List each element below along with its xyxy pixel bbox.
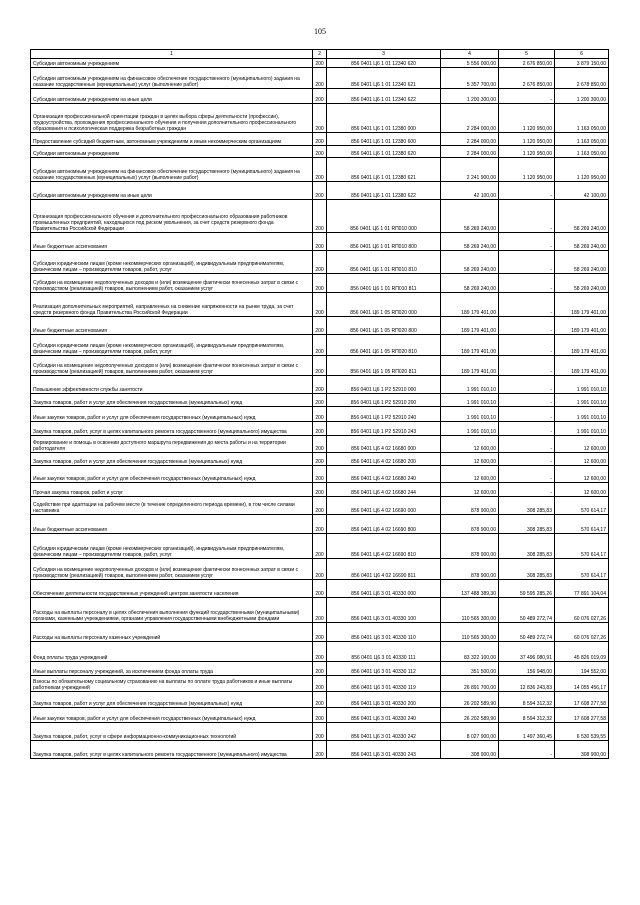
row-executed-amount: 8 594 312,32 — [499, 708, 555, 723]
row-classification-code: 856 0401 Ц6 3 01 40330 243 — [327, 741, 441, 759]
row-code: 200 — [313, 407, 327, 422]
row-classification-code: 856 0401 Ц6 3 01 40330 100 — [327, 598, 441, 623]
row-remaining-amount: 1 163 050,00 — [555, 133, 609, 146]
row-remaining-amount: 12 600,00 — [555, 436, 609, 453]
table-row — [31, 293, 609, 317]
table-row — [31, 708, 609, 723]
row-classification-code: 856 0401 Ц6 1 01 12380 621 — [327, 158, 441, 182]
row-code: 200 — [313, 376, 327, 394]
row-name: Повышение эффективности службы занятости — [31, 376, 313, 394]
row-classification-code: 856 0401 Ц6 1 P2 52910 200 — [327, 394, 441, 407]
row-executed-amount: 308 285,83 — [499, 497, 555, 515]
row-remaining-amount: 77 891 104,04 — [555, 580, 609, 598]
row-approved-amount: 83 322 100,00 — [441, 642, 499, 662]
table-row — [31, 497, 609, 515]
row-classification-code: 856 0401 Ц6 3 01 40330 111 — [327, 642, 441, 662]
column-header: 3 — [327, 50, 441, 59]
row-remaining-amount: 570 614,17 — [555, 515, 609, 534]
row-name: Субсидии на возмещение недополученных доходов и (или) возмещение фактически понесенных затрат в связи с производством (реализацией) товаров, выполнением работ, оказанием услуг — [31, 274, 313, 293]
row-executed-amount: 2 676 850,00 — [499, 68, 555, 89]
row-name: Фонд оплаты труда учреждений — [31, 642, 313, 662]
row-approved-amount: 2 284 000,00 — [441, 133, 499, 146]
row-code: 200 — [313, 233, 327, 251]
row-executed-amount: - — [499, 436, 555, 453]
row-executed-amount: 308 285,83 — [499, 559, 555, 580]
row-remaining-amount: 2 678 850,00 — [555, 68, 609, 89]
row-approved-amount: 1 991 010,10 — [441, 394, 499, 407]
row-classification-code: 856 0401 Ц6 4 02 16680 240 — [327, 466, 441, 483]
row-code: 200 — [313, 515, 327, 534]
row-name: Закупка товаров, работ, услуг в целях капитального ремонта государственного (муниципального) имущества — [31, 422, 313, 436]
column-header: 5 — [499, 50, 555, 59]
row-classification-code: 856 0401 Ц6 1 01 12340 620 — [327, 59, 441, 68]
table-row — [31, 723, 609, 741]
row-remaining-amount: 17 608 277,58 — [555, 708, 609, 723]
table-row — [31, 376, 609, 394]
row-code: 200 — [313, 580, 327, 598]
row-code: 200 — [313, 356, 327, 376]
row-remaining-amount: 12 600,00 — [555, 466, 609, 483]
row-code: 200 — [313, 598, 327, 623]
table-row — [31, 580, 609, 598]
row-executed-amount: 8 594 312,32 — [499, 692, 555, 708]
row-code: 200 — [313, 274, 327, 293]
row-classification-code: 856 0401 Ц6 1 01 12340 622 — [327, 89, 441, 104]
row-code: 200 — [313, 466, 327, 483]
row-approved-amount: 58 269 240,00 — [441, 233, 499, 251]
row-executed-amount: 1 497 360,45 — [499, 723, 555, 741]
row-approved-amount: 5 556 000,00 — [441, 59, 499, 68]
row-classification-code: 856 0401 Ц6 1 01 12380 620 — [327, 146, 441, 158]
row-approved-amount: 878 900,00 — [441, 515, 499, 534]
row-approved-amount: 2 284 000,00 — [441, 146, 499, 158]
row-code: 200 — [313, 182, 327, 200]
row-executed-amount: - — [499, 422, 555, 436]
row-name: Субсидии юридическим лицам (кроме некоммерческих организаций), индивидуальным предпринимателям, физическим лицам – производителям товаров, работ, услуг — [31, 251, 313, 274]
row-classification-code: 856 0401 Ц6 4 02 16680 000 — [327, 436, 441, 453]
row-name: Иные бюджетные ассигнования — [31, 515, 313, 534]
table-row — [31, 741, 609, 759]
table-row — [31, 274, 609, 293]
row-name: Иные выплаты персоналу учреждений, за исключением фонда оплаты труда — [31, 662, 313, 676]
row-name: Формирование и помощь в освоении доступного маршрута передвижения до места работы и на территории работодателя — [31, 436, 313, 453]
row-code: 200 — [313, 534, 327, 559]
row-executed-amount: 308 285,83 — [499, 534, 555, 559]
row-remaining-amount: 14 055 456,17 — [555, 676, 609, 692]
row-executed-amount: - — [499, 89, 555, 104]
row-classification-code: 856 0401 Ц6 3 01 40330 110 — [327, 623, 441, 642]
row-classification-code: 856 0401 Ц6 4 02 16680 200 — [327, 453, 441, 466]
table-row — [31, 559, 609, 580]
row-remaining-amount: 189 179 401,00 — [555, 335, 609, 356]
table-row — [31, 436, 609, 453]
row-name: Субсидии автономным учреждениям на финансовое обеспечение государственного (муниципального) задания на оказание государственных (муниципальных) услуг (выполнение работ) — [31, 68, 313, 89]
row-remaining-amount: 1 120 950,00 — [555, 158, 609, 182]
row-name: Расходы на выплаты персоналу казенных учреждений — [31, 623, 313, 642]
row-classification-code: 856 0401 Ц6 4 02 16690 811 — [327, 559, 441, 580]
table-row — [31, 534, 609, 559]
row-executed-amount: - — [499, 200, 555, 233]
row-name: Прочая закупка товаров, работ и услуг — [31, 483, 313, 497]
row-classification-code: 856 0401 Ц6 1 01 12340 621 — [327, 68, 441, 89]
row-executed-amount: - — [499, 293, 555, 317]
table-row — [31, 200, 609, 233]
row-remaining-amount: 12 600,00 — [555, 453, 609, 466]
row-name: Субсидии автономным учреждениям — [31, 146, 313, 158]
row-name: Содействие при адаптации на рабочем месте (в течение определенного периода времени), в том числе силами наставника — [31, 497, 313, 515]
row-remaining-amount: 58 269 240,00 — [555, 200, 609, 233]
table-row — [31, 623, 609, 642]
column-header: 4 — [441, 50, 499, 59]
table-row — [31, 394, 609, 407]
row-name: Субсидии на возмещение недополученных доходов и (или) возмещение фактически понесенных затрат в связи с производством (реализацией) товаров, выполнением работ, оказанием услуг — [31, 559, 313, 580]
table-body — [31, 59, 609, 759]
row-classification-code: 856 0401 Ц6 1 01 RП010 000 — [327, 200, 441, 233]
row-classification-code: 856 0401 Ц6 1 01 RП010 810 — [327, 251, 441, 274]
row-code: 200 — [313, 559, 327, 580]
row-code: 200 — [313, 676, 327, 692]
row-approved-amount: 12 600,00 — [441, 453, 499, 466]
row-name: Обеспечение деятельности государственных учреждений центров занятости населения — [31, 580, 313, 598]
row-code: 200 — [313, 483, 327, 497]
row-classification-code: 856 0401 Ц6 1 01 RП010 800 — [327, 233, 441, 251]
row-classification-code: 856 0401 Ц6 1 05 RП020 810 — [327, 335, 441, 356]
row-remaining-amount: 189 179 401,00 — [555, 293, 609, 317]
table-row — [31, 251, 609, 274]
row-executed-amount: - — [499, 407, 555, 422]
row-name: Субсидии автономным учреждениям на финансовое обеспечение государственного (муниципального) задания на оказание государственных (муниципальных) услуг (выполнение работ) — [31, 158, 313, 182]
row-remaining-amount: 570 614,17 — [555, 497, 609, 515]
row-executed-amount: - — [499, 394, 555, 407]
row-code: 200 — [313, 200, 327, 233]
row-approved-amount: 351 500,00 — [441, 662, 499, 676]
table-row — [31, 483, 609, 497]
row-executed-amount: 156 948,00 — [499, 662, 555, 676]
row-code: 200 — [313, 394, 327, 407]
table-row — [31, 335, 609, 356]
row-name: Иные бюджетные ассигнования — [31, 317, 313, 335]
row-classification-code: 856 0401 Ц6 1 05 RП020 000 — [327, 293, 441, 317]
row-approved-amount: 58 269 240,00 — [441, 251, 499, 274]
budget-table — [30, 49, 609, 759]
row-approved-amount: 110 565 300,00 — [441, 598, 499, 623]
row-code: 200 — [313, 662, 327, 676]
row-executed-amount: - — [499, 483, 555, 497]
row-approved-amount: 1 991 010,10 — [441, 407, 499, 422]
row-code: 200 — [313, 293, 327, 317]
table-row — [31, 692, 609, 708]
row-code: 200 — [313, 436, 327, 453]
table-row — [31, 68, 609, 89]
row-approved-amount: 58 269 240,00 — [441, 274, 499, 293]
row-approved-amount: 137 488 389,30 — [441, 580, 499, 598]
row-executed-amount: - — [499, 233, 555, 251]
row-code: 200 — [313, 708, 327, 723]
row-remaining-amount: 6 530 539,55 — [555, 723, 609, 741]
row-name: Реализация дополнительных мероприятий, направленных на снижение напряженности на рынке труда, за счет средств резервного фонда Правительства Российской Федерации — [31, 293, 313, 317]
table-row — [31, 146, 609, 158]
row-executed-amount: 50 489 272,74 — [499, 598, 555, 623]
row-remaining-amount: 42 100,00 — [555, 182, 609, 200]
row-remaining-amount: 1 991 010,10 — [555, 422, 609, 436]
table-row — [31, 642, 609, 662]
row-code: 200 — [313, 422, 327, 436]
row-approved-amount: 1 991 010,10 — [441, 422, 499, 436]
row-executed-amount: - — [499, 376, 555, 394]
row-name: Субсидии юридическим лицам (кроме некоммерческих организаций), индивидуальным предпринимателям, физическим лицам – производителям товаров, работ, услуг — [31, 335, 313, 356]
row-code: 200 — [313, 741, 327, 759]
row-remaining-amount: 570 614,17 — [555, 534, 609, 559]
row-approved-amount: 8 027 900,00 — [441, 723, 499, 741]
row-approved-amount: 189 179 401,00 — [441, 293, 499, 317]
table-row — [31, 466, 609, 483]
row-classification-code: 856 0401 Ц6 1 05 RП020 800 — [327, 317, 441, 335]
row-approved-amount: 1 991 010,10 — [441, 376, 499, 394]
row-classification-code: 856 0401 Ц6 1 P2 52910 000 — [327, 376, 441, 394]
row-code: 200 — [313, 642, 327, 662]
row-code: 200 — [313, 317, 327, 335]
row-code: 200 — [313, 453, 327, 466]
row-approved-amount: 5 357 700,00 — [441, 68, 499, 89]
row-name: Закупка товаров, работ, услуг в сфере информационно-коммуникационных технологий — [31, 723, 313, 741]
row-executed-amount: 37 496 080,91 — [499, 642, 555, 662]
row-remaining-amount: 1 200 300,00 — [555, 89, 609, 104]
row-code: 200 — [313, 723, 327, 741]
row-approved-amount: 878 900,00 — [441, 559, 499, 580]
row-classification-code: 856 0401 Ц6 3 01 40330 112 — [327, 662, 441, 676]
row-remaining-amount: 1 991 010,10 — [555, 394, 609, 407]
row-name: Организация профессиональной ориентации граждан в целях выбора сферы деятельности (профессии), трудоустройства, прохождения профессионального обучения и получения дополнительного профессионального образования и психологическая поддержка безработных граждан — [31, 104, 313, 133]
table-header-row — [31, 50, 609, 59]
row-executed-amount: - — [499, 741, 555, 759]
row-name: Закупка товаров, работ и услуг для обеспечения государственных (муниципальных) нужд — [31, 394, 313, 407]
row-classification-code: 856 0401 Ц6 4 02 16690 800 — [327, 515, 441, 534]
row-code: 200 — [313, 133, 327, 146]
row-executed-amount: - — [499, 182, 555, 200]
row-classification-code: 856 0401 Ц6 1 01 12380 600 — [327, 133, 441, 146]
row-classification-code: 856 0401 Ц6 3 01 40330 240 — [327, 708, 441, 723]
row-classification-code: 856 0401 Ц6 1 05 RП020 811 — [327, 356, 441, 376]
row-executed-amount: 12 836 243,83 — [499, 676, 555, 692]
row-approved-amount: 26 202 589,90 — [441, 692, 499, 708]
row-executed-amount: 1 120 950,00 — [499, 104, 555, 133]
row-code: 200 — [313, 68, 327, 89]
row-remaining-amount: 3 879 150,00 — [555, 59, 609, 68]
row-approved-amount: 189 179 401,00 — [441, 335, 499, 356]
table-row — [31, 356, 609, 376]
row-approved-amount: 42 100,00 — [441, 182, 499, 200]
row-classification-code: 856 0401 Ц6 3 01 40330 000 — [327, 580, 441, 598]
row-executed-amount: 59 595 285,26 — [499, 580, 555, 598]
row-approved-amount: 58 269 240,00 — [441, 200, 499, 233]
row-name: Закупка товаров, работ и услуг для обеспечения государственных (муниципальных) нужд — [31, 692, 313, 708]
row-remaining-amount: 1 163 050,00 — [555, 104, 609, 133]
row-approved-amount: 12 600,00 — [441, 436, 499, 453]
row-code: 200 — [313, 104, 327, 133]
row-code: 200 — [313, 251, 327, 274]
row-name: Субсидии юридическим лицам (кроме некоммерческих организаций), индивидуальным предпринимателям, физическим лицам – производителям товаров, работ, услуг — [31, 534, 313, 559]
row-executed-amount: - — [499, 251, 555, 274]
row-executed-amount: 50 489 272,74 — [499, 623, 555, 642]
row-code: 200 — [313, 158, 327, 182]
row-approved-amount: 26 891 700,00 — [441, 676, 499, 692]
row-classification-code: 856 0401 Ц6 3 01 40330 119 — [327, 676, 441, 692]
row-name: Предоставление субсидий бюджетным, автономным учреждениям и иным некоммерческим организациям — [31, 133, 313, 146]
row-approved-amount: 2 284 000,00 — [441, 104, 499, 133]
row-classification-code: 856 0401 Ц6 4 02 16690 000 — [327, 497, 441, 515]
row-executed-amount: 1 120 950,00 — [499, 146, 555, 158]
table-row — [31, 158, 609, 182]
row-approved-amount: 2 241 900,00 — [441, 158, 499, 182]
row-remaining-amount: 570 614,17 — [555, 559, 609, 580]
row-executed-amount: - — [499, 453, 555, 466]
row-classification-code: 856 0401 Ц6 4 02 16680 244 — [327, 483, 441, 497]
row-classification-code: 856 0401 Ц6 1 01 12380 622 — [327, 182, 441, 200]
row-name: Субсидии автономным учреждениям на иные цели — [31, 89, 313, 104]
row-name: Взносы по обязательному социальному страхованию на выплаты по оплате труда работников и иные выплаты работникам учреждений — [31, 676, 313, 692]
row-approved-amount: 1 200 300,00 — [441, 89, 499, 104]
row-classification-code: 856 0401 Ц6 3 01 40330 242 — [327, 723, 441, 741]
table-row — [31, 133, 609, 146]
row-approved-amount: 110 565 300,00 — [441, 623, 499, 642]
table-row — [31, 598, 609, 623]
row-executed-amount: 1 120 950,00 — [499, 133, 555, 146]
column-header: 6 — [555, 50, 609, 59]
table-row — [31, 676, 609, 692]
row-remaining-amount: 1 991 010,10 — [555, 407, 609, 422]
row-executed-amount: - — [499, 317, 555, 335]
table-row — [31, 407, 609, 422]
row-remaining-amount: 60 076 027,26 — [555, 623, 609, 642]
row-name: Иные закупки товаров, работ и услуг для обеспечения государственных (муниципальных) нужд — [31, 466, 313, 483]
row-executed-amount: - — [499, 466, 555, 483]
row-name: Субсидии автономным учреждениям — [31, 59, 313, 68]
row-classification-code: 856 0401 Ц6 1 01 RП010 811 — [327, 274, 441, 293]
row-executed-amount: - — [499, 335, 555, 356]
row-remaining-amount: 58 269 240,00 — [555, 274, 609, 293]
row-remaining-amount: 17 608 277,58 — [555, 692, 609, 708]
row-code: 200 — [313, 146, 327, 158]
row-name: Субсидии на возмещение недополученных доходов и (или) возмещение фактически понесенных затрат в связи с производством (реализацией) товаров, выполнением работ, оказанием услуг — [31, 356, 313, 376]
row-code: 200 — [313, 335, 327, 356]
row-remaining-amount: 189 179 401,00 — [555, 356, 609, 376]
row-approved-amount: 308 900,00 — [441, 741, 499, 759]
row-remaining-amount: 1 991 010,10 — [555, 376, 609, 394]
row-code: 200 — [313, 497, 327, 515]
row-approved-amount: 878 900,00 — [441, 534, 499, 559]
row-classification-code: 856 0401 Ц6 3 01 40330 200 — [327, 692, 441, 708]
row-remaining-amount: 189 179 401,00 — [555, 317, 609, 335]
page-number: 105 — [314, 27, 326, 36]
row-name: Закупка товаров, работ и услуг для обеспечения государственных (муниципальных) нужд — [31, 453, 313, 466]
row-approved-amount: 26 202 589,90 — [441, 708, 499, 723]
row-remaining-amount: 45 826 019,09 — [555, 642, 609, 662]
row-executed-amount: 308 285,83 — [499, 515, 555, 534]
row-code: 200 — [313, 623, 327, 642]
row-name: Иные закупки товаров, работ и услуг для обеспечения государственных (муниципальных) нужд — [31, 407, 313, 422]
row-remaining-amount: 60 076 027,26 — [555, 598, 609, 623]
table-row — [31, 317, 609, 335]
column-header: 2 — [313, 50, 327, 59]
table-row — [31, 233, 609, 251]
row-executed-amount: 2 676 850,00 — [499, 59, 555, 68]
row-name: Иные закупки товаров, работ и услуг для обеспечения государственных (муниципальных) нужд — [31, 708, 313, 723]
row-executed-amount: - — [499, 274, 555, 293]
row-remaining-amount: 194 552,00 — [555, 662, 609, 676]
row-executed-amount: 1 120 950,00 — [499, 158, 555, 182]
table-row — [31, 453, 609, 466]
row-approved-amount: 189 179 401,00 — [441, 356, 499, 376]
row-remaining-amount: 12 600,00 — [555, 483, 609, 497]
row-code: 200 — [313, 89, 327, 104]
table-row — [31, 182, 609, 200]
row-approved-amount: 12 600,00 — [441, 466, 499, 483]
row-remaining-amount: 58 269 240,00 — [555, 251, 609, 274]
row-classification-code: 856 0401 Ц6 1 01 12380 000 — [327, 104, 441, 133]
row-approved-amount: 12 600,00 — [441, 483, 499, 497]
row-name: Иные бюджетные ассигнования — [31, 233, 313, 251]
row-classification-code: 856 0401 Ц6 4 02 16690 810 — [327, 534, 441, 559]
row-name: Субсидии автономным учреждениям на иные цели — [31, 182, 313, 200]
row-remaining-amount: 1 163 050,00 — [555, 146, 609, 158]
table-row — [31, 515, 609, 534]
table-row — [31, 104, 609, 133]
row-name: Расходы на выплаты персоналу в целях обеспечения выполнения функций государственными (муниципальными) органами, казенными учреждениями, органами управления государственными внебюджетными фондами — [31, 598, 313, 623]
row-classification-code: 856 0401 Ц6 1 P2 52910 240 — [327, 407, 441, 422]
table-row — [31, 422, 609, 436]
row-classification-code: 856 0401 Ц6 1 P2 52910 243 — [327, 422, 441, 436]
row-remaining-amount: 308 900,00 — [555, 741, 609, 759]
row-code: 200 — [313, 692, 327, 708]
table-row — [31, 89, 609, 104]
row-executed-amount: - — [499, 356, 555, 376]
row-name: Закупка товаров, работ, услуг в целях капитального ремонта государственного (муниципального) имущества — [31, 741, 313, 759]
column-header: 1 — [31, 50, 313, 59]
table-row — [31, 59, 609, 68]
table-row — [31, 662, 609, 676]
row-remaining-amount: 58 269 240,00 — [555, 233, 609, 251]
row-name: Организация профессионального обучения и дополнительного профессионального образования работников промышленных предприятий, находящихся под риском увольнения, за счет средств резервного фонда Правительства Российской Федерации — [31, 200, 313, 233]
row-approved-amount: 189 179 401,00 — [441, 317, 499, 335]
row-code: 200 — [313, 59, 327, 68]
row-approved-amount: 878 900,00 — [441, 497, 499, 515]
